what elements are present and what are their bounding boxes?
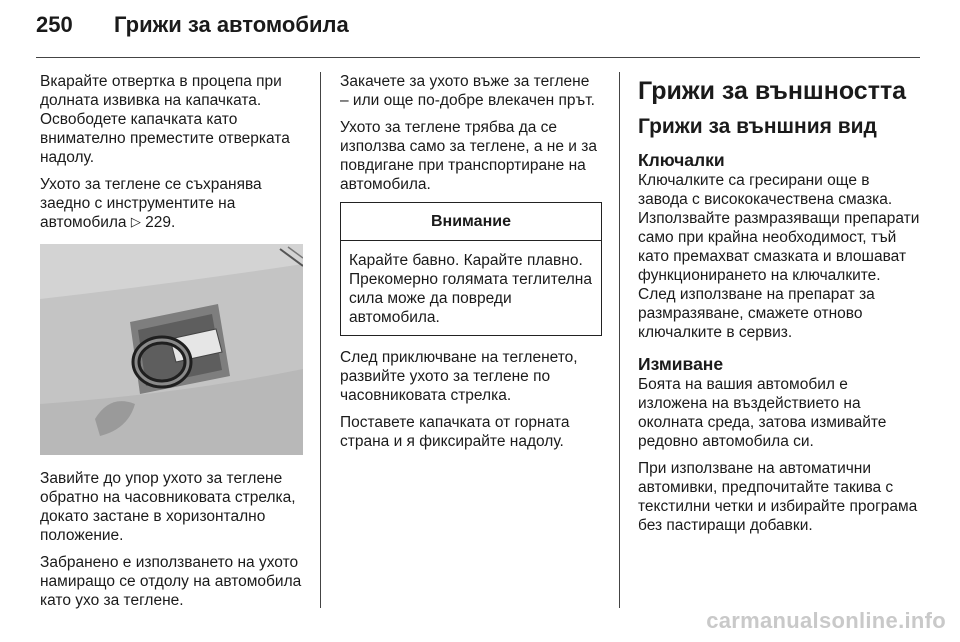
section-heading: Грижи за външността — [638, 77, 907, 105]
watermark: carmanualsonline.info — [706, 608, 946, 633]
header-rule — [36, 57, 920, 58]
page-header — [36, 12, 349, 52]
column-2 — [340, 72, 602, 459]
column-3 — [638, 72, 920, 547]
paragraph-screw-in: Завийте до упор ухото за теглене обратно на часовниковата стрелка, докато застане в хоризонтално положение. — [40, 470, 296, 544]
subsection-heading: Грижи за външния вид — [638, 115, 877, 138]
paragraph-attach-rope: Закачете за ухото въже за теглене – или още по-добре влекачен прът. — [340, 73, 595, 109]
paragraph-forbidden: Забранено е използването на ухото намиращо се отдолу на автомобила като ухо за теглене. — [40, 554, 302, 609]
paragraph-refit-cover: Поставете капачката от горната страна и я фиксирайте надолу. — [340, 414, 570, 450]
column-1 — [40, 72, 308, 618]
page-title: Грижи за автомобила — [114, 12, 349, 37]
paragraph-storage — [40, 175, 308, 232]
locks-text: Ключалките са гресирани още в завода с висококачествена смазка. Използвайте размразяващи препарати само при крайна необходимост, тъй като премахват смазката и влошават функционирането на ключалките. След използване на препарат за размразяване, смажете отново ключалките в сервиз. — [638, 172, 920, 341]
page-number: 250 — [36, 12, 73, 37]
reference-arrow-icon: ▷ — [130, 214, 141, 229]
column-divider-2 — [619, 72, 620, 608]
storage-text: Ухото за теглене се съхранява заедно с инструментите на автомобила — [40, 176, 262, 231]
warning-box — [340, 202, 602, 336]
paragraph-eye-usage: Ухото за теглене трябва да се използва само за теглене, а не и за повдигане при транспортиране на автомобила. — [340, 119, 597, 193]
column-divider-1 — [320, 72, 321, 608]
locks-heading: Ключалки — [638, 150, 725, 170]
washing-heading: Измиване — [638, 354, 724, 374]
section-locks — [638, 150, 920, 342]
paragraph-unscrew: След приключване на тегленето, развийте ухото за теглене по часовниковата стрелка. — [340, 349, 578, 404]
washing-paragraph-2: При използване на автоматични автомивки, предпочитайте такива с текстилни четки и избирайте програма без пастиращи добавки. — [638, 460, 918, 534]
warning-text: Карайте бавно. Карайте плавно. Прекомерно голямата теглителна сила може да повреди автомобила. — [349, 252, 592, 326]
warning-title: Внимание — [341, 203, 601, 241]
washing-paragraph-1: Боята на вашия автомобил е изложена на въздействието на околната среда, затова измивайте редовно автомобила си. — [638, 376, 887, 450]
section-washing — [638, 354, 920, 535]
paragraph-screwdriver: Вкарайте отвертка в процепа при долната извивка на капачката. Освободете капачката като внимателно преместите отверката надолу. — [40, 73, 290, 166]
towing-eye-illustration — [40, 244, 303, 455]
page-reference-link[interactable]: 229. — [145, 214, 176, 231]
